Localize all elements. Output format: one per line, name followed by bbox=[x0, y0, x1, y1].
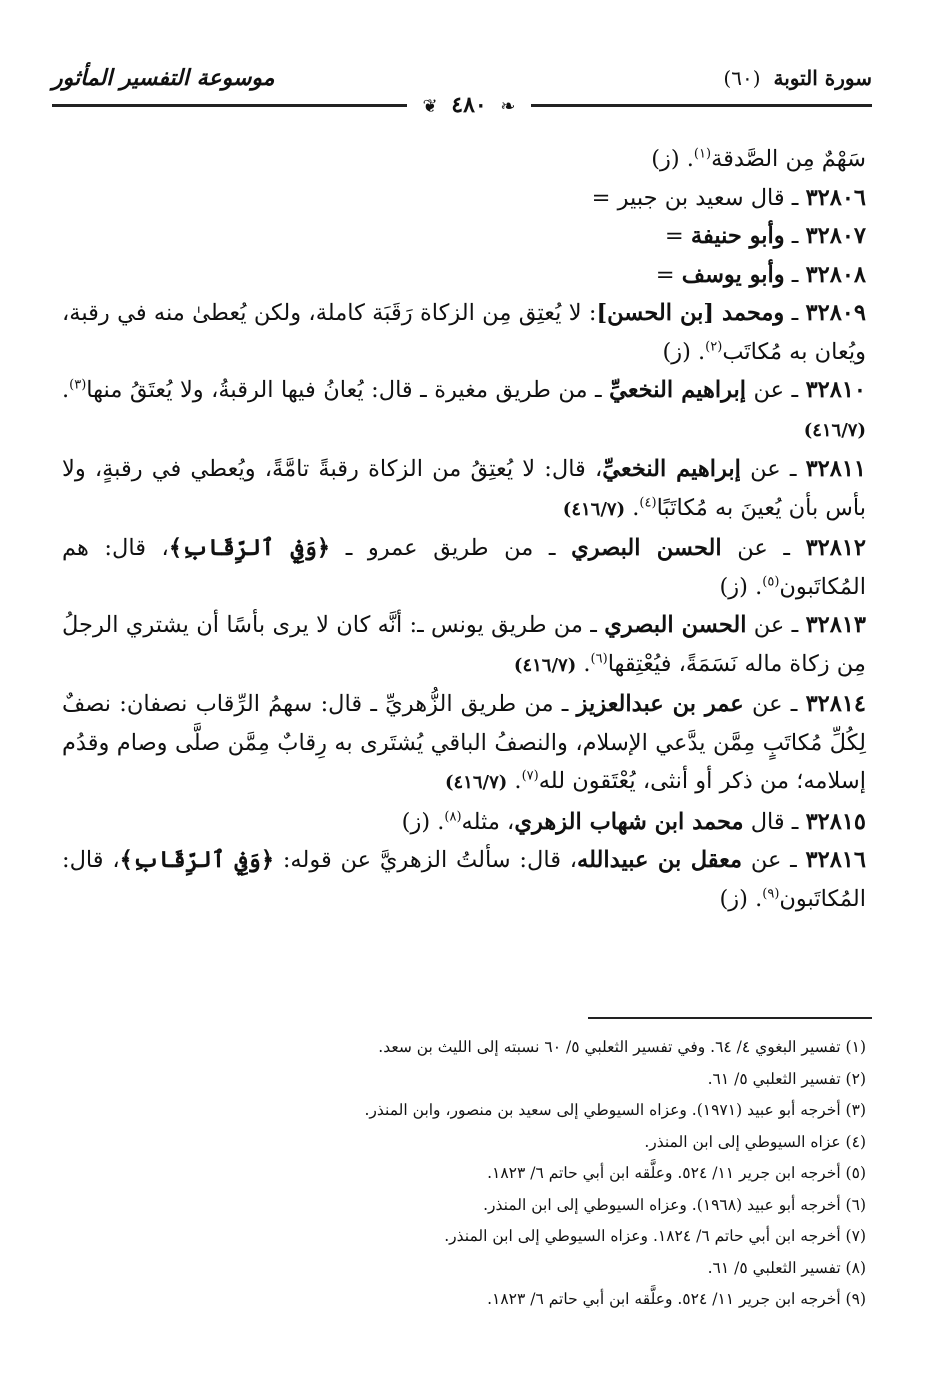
surah-heading bbox=[723, 66, 872, 90]
footnote-1: (١) تفسير البغوي ٤/ ٦٤. وفي تفسير الثعلبي ٥/ ٦٠ نسبته إلى الليث بن سعد. bbox=[378, 1038, 866, 1056]
narration-32814 bbox=[62, 685, 866, 803]
footnote-marker: (٥) bbox=[762, 574, 780, 589]
narration-text: . bbox=[576, 650, 591, 677]
narrator-name: وأبو حنيفة bbox=[690, 223, 785, 249]
narrator-name: الحسن البصري bbox=[571, 535, 722, 561]
narration-number: ٣٢٨١١ bbox=[805, 456, 867, 482]
footnote-8: (٨) تفسير الثعلبي ٥/ ٦١. bbox=[707, 1258, 866, 1277]
surah-title: سورة التوبة bbox=[773, 66, 872, 90]
footnote-marker: (٧) bbox=[521, 768, 539, 784]
narration-text: . bbox=[625, 494, 640, 521]
narration-32813 bbox=[62, 606, 866, 685]
footnote-9: (٩) أخرجه ابن جرير ١١/ ٥٢٤. وعلَّقه ابن أبي حاتم ٦/ ١٨٢٣. bbox=[487, 1290, 866, 1308]
narration-text: ـ من طريق يونس ـ: أنَّه كان لا يرى بأسًا أن يشتري الرجلُ مِن زكاة ماله نَسَمَةً، فيُعْتِقها bbox=[62, 612, 866, 677]
narration-text: . (ز) bbox=[662, 338, 706, 365]
footnote-5: (٥) أخرجه ابن جرير ١١/ ٥٢٤. وعلَّقه ابن أبي حاتم ٦/ ١٨٢٣. bbox=[487, 1164, 866, 1182]
narration-text: ـ من طريق عمرو ـ bbox=[330, 535, 572, 561]
narration-32808 bbox=[62, 256, 866, 295]
footnotes bbox=[62, 1032, 866, 1316]
narration-number: ٣٢٨١٥ bbox=[805, 808, 866, 835]
narration-32809 bbox=[62, 294, 866, 371]
narration-text: ـ bbox=[784, 300, 806, 326]
narration-text: ـ bbox=[784, 223, 806, 249]
narration-32816 bbox=[62, 841, 866, 918]
footnote-3: (٣) أخرجه أبو عبيد (١٩٧١). وعزاه السيوطي إلى سعيد بن منصور، وابن المنذر. bbox=[364, 1101, 866, 1119]
narrator-name: الحسن البصري bbox=[604, 612, 747, 638]
narration-number: ٣٢٨١٢ bbox=[805, 535, 866, 561]
narration-text: . (ز) bbox=[719, 885, 763, 912]
narration-text: . (ز) bbox=[401, 808, 445, 835]
narration-32810 bbox=[62, 371, 866, 450]
narration-text: ـ من طريق مغيرة ـ قال: يُعانُ فيها الرقبةُ، ولا يُعتَقُ منها bbox=[86, 377, 610, 403]
narrator-name: عمر بن عبدالعزيز bbox=[576, 691, 744, 717]
narration-text: ، قال: المُكاتَبون bbox=[62, 847, 866, 912]
narration-text: ـ عن bbox=[740, 456, 806, 482]
narrator-name: محمد ابن شهاب الزهري bbox=[514, 808, 744, 835]
narrator-name: ﴿وَفِي ٱلرِّقَابِ﴾ bbox=[168, 535, 331, 561]
volume-reference: (٤١٦/٧) bbox=[444, 772, 508, 793]
footnote-separator bbox=[588, 1017, 872, 1019]
footnote-marker: (٣) bbox=[69, 377, 87, 393]
narration-text: . bbox=[507, 768, 522, 794]
narration-number: ٣٢٨١٣ bbox=[805, 612, 866, 638]
narration-text: ـ قال bbox=[743, 808, 806, 835]
narration-text: ـ قال سعيد بن جبير = bbox=[591, 184, 806, 211]
narration-32807 bbox=[62, 217, 866, 256]
narration-text: ـ عن bbox=[742, 847, 806, 873]
footnote-marker: (٩) bbox=[762, 886, 780, 901]
ornament-icon: ❦ bbox=[422, 96, 438, 117]
narration-text: ـ عن bbox=[746, 377, 806, 403]
volume-reference: (٤١٦/٧) bbox=[513, 654, 577, 676]
narrator-name: ﴿وَفِي ٱلرِّقَابِ﴾ bbox=[119, 847, 275, 873]
footnote-marker: (١) bbox=[693, 146, 712, 162]
page-number: ٤٨٠ bbox=[451, 92, 487, 118]
footnote-marker: (٤) bbox=[639, 495, 657, 510]
footnote-marker: (٢) bbox=[705, 339, 723, 354]
volume-reference: (٤١٦/٧) bbox=[562, 498, 626, 520]
footnote-4: (٤) عزاه السيوطي إلى ابن المنذر. bbox=[644, 1132, 866, 1151]
narration-text: ـ من طريق الزُّهريِّ ـ قال: سهمُ الرِّقاب نصفان: نصفٌ لِكُلِّ مُكاتَبٍ مِمَّن يدَّعي الإسلام، والنصفُ الباقي يُشتَرى به رِقابٌ مِمَّن صلَّى وصام وقدُم إسلامه؛ من ذكر أو أنثى، يُعْتَقون لله bbox=[62, 691, 866, 794]
narration-text: ـ bbox=[784, 261, 806, 288]
narration-text: . (ز) bbox=[719, 573, 763, 600]
narration-text: ، قال: سألتُ الزهريَّ عن قوله: bbox=[274, 847, 578, 873]
narration-text: ـ عن bbox=[746, 612, 806, 638]
narration-text: ـ عن bbox=[743, 691, 806, 717]
narration-text: . (ز) bbox=[651, 146, 694, 172]
narration-text: = bbox=[655, 261, 682, 288]
narrator-name: ومحمد [بن الحسن] bbox=[596, 300, 785, 326]
narration-text: : لا يُعتِق مِن الزكاة رَقَبَة كاملة، ولكن يُعطىٰ منه في رقبة، ويُعان به مُكاتَب bbox=[62, 300, 866, 365]
narration-32806 bbox=[62, 179, 866, 218]
narration-text: ، قال: هم المُكاتَبون bbox=[62, 535, 866, 600]
narration-number: ٣٢٨١٤ bbox=[805, 691, 867, 717]
narration-text: ـ عن bbox=[721, 535, 806, 561]
narration-text: سَهْمٌ مِن الصَّدقة bbox=[711, 146, 866, 172]
narration-text: ، قال: لا يُعتِقُ من الزكاة رقبةً تامَّةً، ويُعطي في رقبةٍ، ولا بأس بأن يُعينَ به مُكاتَبًا bbox=[62, 456, 866, 521]
volume-reference: (٤١٦/٧) bbox=[803, 419, 866, 441]
narrator-name: وأبو يوسف bbox=[681, 261, 785, 288]
narration-text: ، مثله bbox=[461, 808, 515, 835]
narrator-name: معقل بن عبيدالله bbox=[577, 847, 743, 873]
narration-text: . bbox=[62, 377, 70, 403]
narration-number: ٣٢٨١٦ bbox=[805, 847, 866, 873]
narration-number: ٣٢٨١٠ bbox=[805, 377, 867, 403]
narrator-name: إبراهيم النخعيِّ bbox=[602, 456, 741, 482]
main-text bbox=[62, 140, 866, 918]
narration-number: ٣٢٨٠٨ bbox=[805, 261, 866, 288]
ornament-icon: ❧ bbox=[500, 96, 516, 117]
footnote-marker: (٦) bbox=[590, 651, 608, 666]
narration-number: ٣٢٨٠٩ bbox=[805, 300, 866, 326]
narration-text: = bbox=[664, 223, 691, 249]
narration-number: ٣٢٨٠٧ bbox=[805, 223, 866, 249]
page-number-block bbox=[407, 92, 532, 118]
footnote-7: (٧) أخرجه ابن أبي حاتم ٦/ ١٨٢٤. وعزاه السيوطي إلى ابن المنذر. bbox=[444, 1227, 866, 1245]
footnote-6: (٦) أخرجه أبو عبيد (١٩٦٨). وعزاه السيوطي إلى ابن المنذر. bbox=[483, 1195, 866, 1214]
narration-32815 bbox=[62, 803, 866, 842]
surah-number: (٦٠) bbox=[723, 66, 761, 90]
footnote-marker: (٨) bbox=[444, 809, 462, 824]
narrator-name: إبراهيم النخعيِّ bbox=[609, 377, 747, 403]
footnote-2: (٢) تفسير الثعلبي ٥/ ٦١. bbox=[707, 1069, 866, 1088]
narration-number: ٣٢٨٠٦ bbox=[805, 184, 866, 211]
book-title: موسوعة التفسير المأثور bbox=[52, 65, 275, 91]
narration-cont bbox=[62, 140, 866, 179]
narration-32811 bbox=[62, 450, 866, 529]
narration-32812 bbox=[62, 529, 866, 606]
